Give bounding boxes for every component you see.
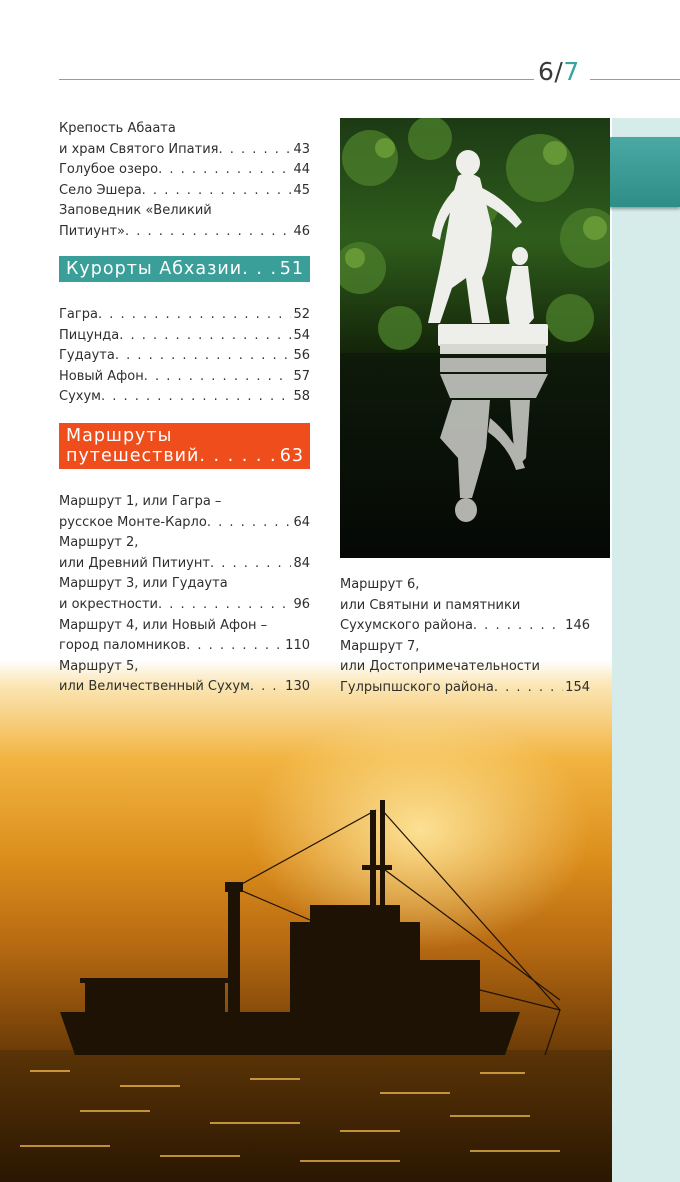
toc-line: Заповедник «Великий [59, 203, 212, 219]
statue-photo [340, 118, 610, 558]
toc-entry[interactable]: Гулрыпшского района . . . 154 [340, 678, 590, 699]
toc-line: Маршрут 4, или Новый Афон – [59, 617, 268, 633]
toc-entry[interactable]: и храм Святого Ипатия . . . 43 [59, 140, 310, 161]
toc-line: Маршрут 5, [59, 658, 139, 674]
toc-entry[interactable]: или Древний Питиунт . . . 84 [59, 554, 310, 575]
chapter-tab[interactable] [602, 137, 680, 207]
toc-entry[interactable]: Гагра . . . 52 [59, 305, 310, 326]
toc-entry[interactable]: Пицунда . . . 54 [59, 326, 310, 347]
toc-entry[interactable]: и окрестности . . . 96 [59, 595, 310, 616]
section-heading-resorts[interactable]: Курорты Абхазии . . . 51 [59, 256, 310, 282]
toc-line: Маршрут 2, [59, 535, 139, 551]
toc-entry[interactable]: Новый Афон . . . 57 [59, 367, 310, 388]
toc-entry[interactable]: город паломников . . . 110 [59, 636, 310, 657]
toc-line: Маршрут 1, или Гагра – [59, 494, 222, 509]
toc-routes-right [340, 575, 590, 699]
toc-routes-left [59, 492, 310, 698]
side-strip [612, 118, 680, 1182]
toc-line: Маршрут 6, [340, 577, 420, 592]
toc-top [59, 119, 310, 243]
header-rule-left [59, 79, 534, 80]
toc-entry[interactable]: или Величественный Сухум . . . 130 [59, 677, 310, 698]
section-title-line: Маршруты [66, 426, 173, 446]
toc-line: Маршрут 3, или Гудаута [59, 576, 228, 592]
toc-entry[interactable]: Голубое озеро . . . 44 [59, 160, 310, 181]
toc-line: Маршрут 7, [340, 638, 420, 654]
toc-line: или Достопримечательности [340, 659, 540, 675]
toc-line: Крепость Абаата [59, 121, 176, 136]
sunset-ship-art [0, 660, 612, 1182]
section-heading-routes[interactable]: Маршруты путешествий . . . 63 [59, 423, 310, 469]
toc-entry[interactable]: Село Эшера . . . 45 [59, 181, 310, 202]
toc-resorts [59, 305, 310, 408]
sunset-ship-photo [0, 660, 612, 1182]
statue-photo-art [340, 118, 610, 558]
toc-entry[interactable]: Гудаута . . . 56 [59, 346, 310, 367]
toc-entry[interactable]: Сухум . . . 58 [59, 387, 310, 408]
page-number: 6/7 [538, 57, 580, 86]
toc-line: или Святыни и памятники [340, 597, 521, 613]
toc-entry[interactable]: Сухумского района . . . 146 [340, 616, 590, 637]
toc-entry[interactable]: русское Монте-Карло . . . 64 [59, 513, 310, 534]
header-rule-right [590, 79, 680, 80]
toc-entry[interactable]: Питиунт» . . . 46 [59, 222, 310, 243]
